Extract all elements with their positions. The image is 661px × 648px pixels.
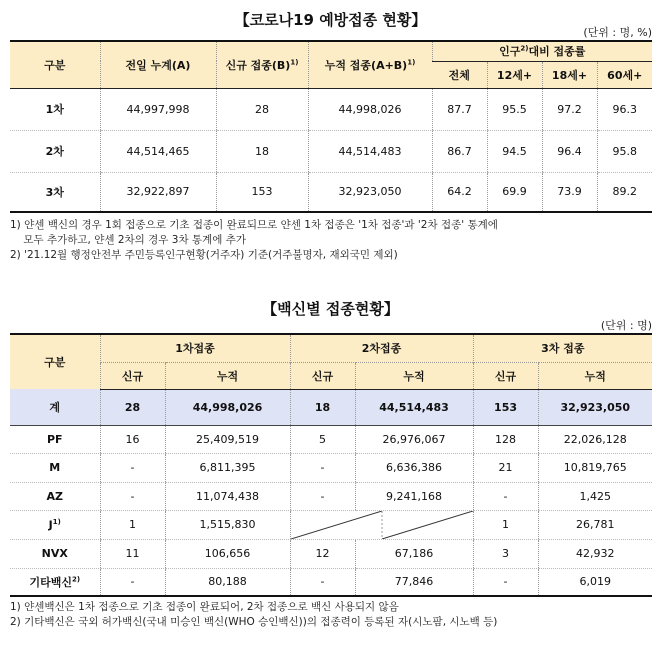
empty-diagonal-cell — [290, 510, 473, 539]
vaccination-status-table — [10, 40, 652, 213]
table-row: NVX 11 106,656 12 67,186 3 42,932 — [10, 539, 652, 568]
header-rate-18: 18세+ — [542, 61, 597, 88]
table-row: 2차 44,514,465 18 44,514,483 86.7 94.5 96.4 95.8 — [10, 130, 652, 172]
header-rate-all: 전체 — [432, 61, 487, 88]
header-cumulative: 누적 — [355, 362, 473, 389]
header-prev-total: 전일 누계(A) — [100, 41, 216, 88]
table1-notes — [10, 218, 498, 263]
header-rate-12: 12세+ — [487, 61, 542, 88]
diagonal-line — [291, 511, 473, 539]
note-2: 2) '21.12월 행정안전부 주민등록인구현황(거주자) 기준(거주불명자, 재외국민 제외) — [10, 249, 398, 261]
header-rate-group: 인구$^{2)}$대비 접종률 — [432, 41, 652, 61]
total-row: 계 28 44,998,026 18 44,514,483 153 32,923,050 — [10, 389, 652, 425]
table1-unit: (단위 : 명, %) — [583, 26, 652, 39]
table-row: M - 6,811,395 - 6,636,386 21 10,819,765 — [10, 453, 652, 482]
note-1: 1) 얀센백신은 1차 접종으로 기초 접종이 완료되어, 2차 접종으로 백신 사용되지 않음 — [10, 601, 399, 613]
table-row: 3차 32,922,897 153 32,923,050 64.2 69.9 73.9 89.2 — [10, 172, 652, 212]
table-row: $J^{1)}$ 1 1,515,830 1 26,781 — [10, 510, 652, 539]
table2-title: 【백신별 접종현황】 — [262, 300, 399, 318]
vaccine-type-table — [10, 333, 652, 597]
header-new: 신규 — [290, 362, 355, 389]
table-row: AZ - 11,074,438 - 9,241,168 - 1,425 — [10, 482, 652, 510]
header-dose-1: 1차접종 — [100, 334, 290, 362]
header-cumulative: 누적 — [165, 362, 290, 389]
table-row: 1차 44,997,998 28 44,998,026 87.7 95.5 97.2 96.3 — [10, 88, 652, 130]
note-1: 1) 얀센 백신의 경우 1회 접종으로 기초 접종이 완료되므로 얀센 1차 접종은 '1차 접종'과 '2차 접종' 통계에 — [10, 219, 498, 231]
header-dose-3: 3차 접종 — [473, 334, 652, 362]
header-cumulative: 누적 — [538, 362, 652, 389]
table2-notes — [10, 600, 497, 630]
header-new: 신규 — [473, 362, 538, 389]
header-rate-60: 60세+ — [597, 61, 652, 88]
note-2: 2) 기타백신은 국외 허가백신(국내 미승인 백신(WHO 승인백신))의 접종력이 등록된 자(시노팜, 시노백 등) — [10, 616, 498, 628]
table-row: PF 16 25,409,519 5 26,976,067 128 22,026,128 — [10, 425, 652, 453]
header-category: 구분 — [10, 334, 100, 389]
header-cumulative: 누적 접종$(A+B)^{1)}$ — [308, 41, 432, 88]
table2-unit: (단위 : 명) — [600, 319, 652, 332]
header-new: 신규 — [100, 362, 165, 389]
table-row: 기타백신$^{2)}$ - 80,188 - 77,846 - 6,019 — [10, 568, 652, 596]
table1-title: 【코로나19 예방접종 현황】 — [234, 11, 427, 29]
header-dose-2: 2차접종 — [290, 334, 473, 362]
header-category: 구분 — [10, 41, 100, 88]
note-1-cont: 모두 추가하고, 얀센 2차의 경우 3차 통계에 추가 — [10, 234, 246, 246]
header-new: 신규 접종$(B)^{1)}$ — [216, 41, 308, 88]
